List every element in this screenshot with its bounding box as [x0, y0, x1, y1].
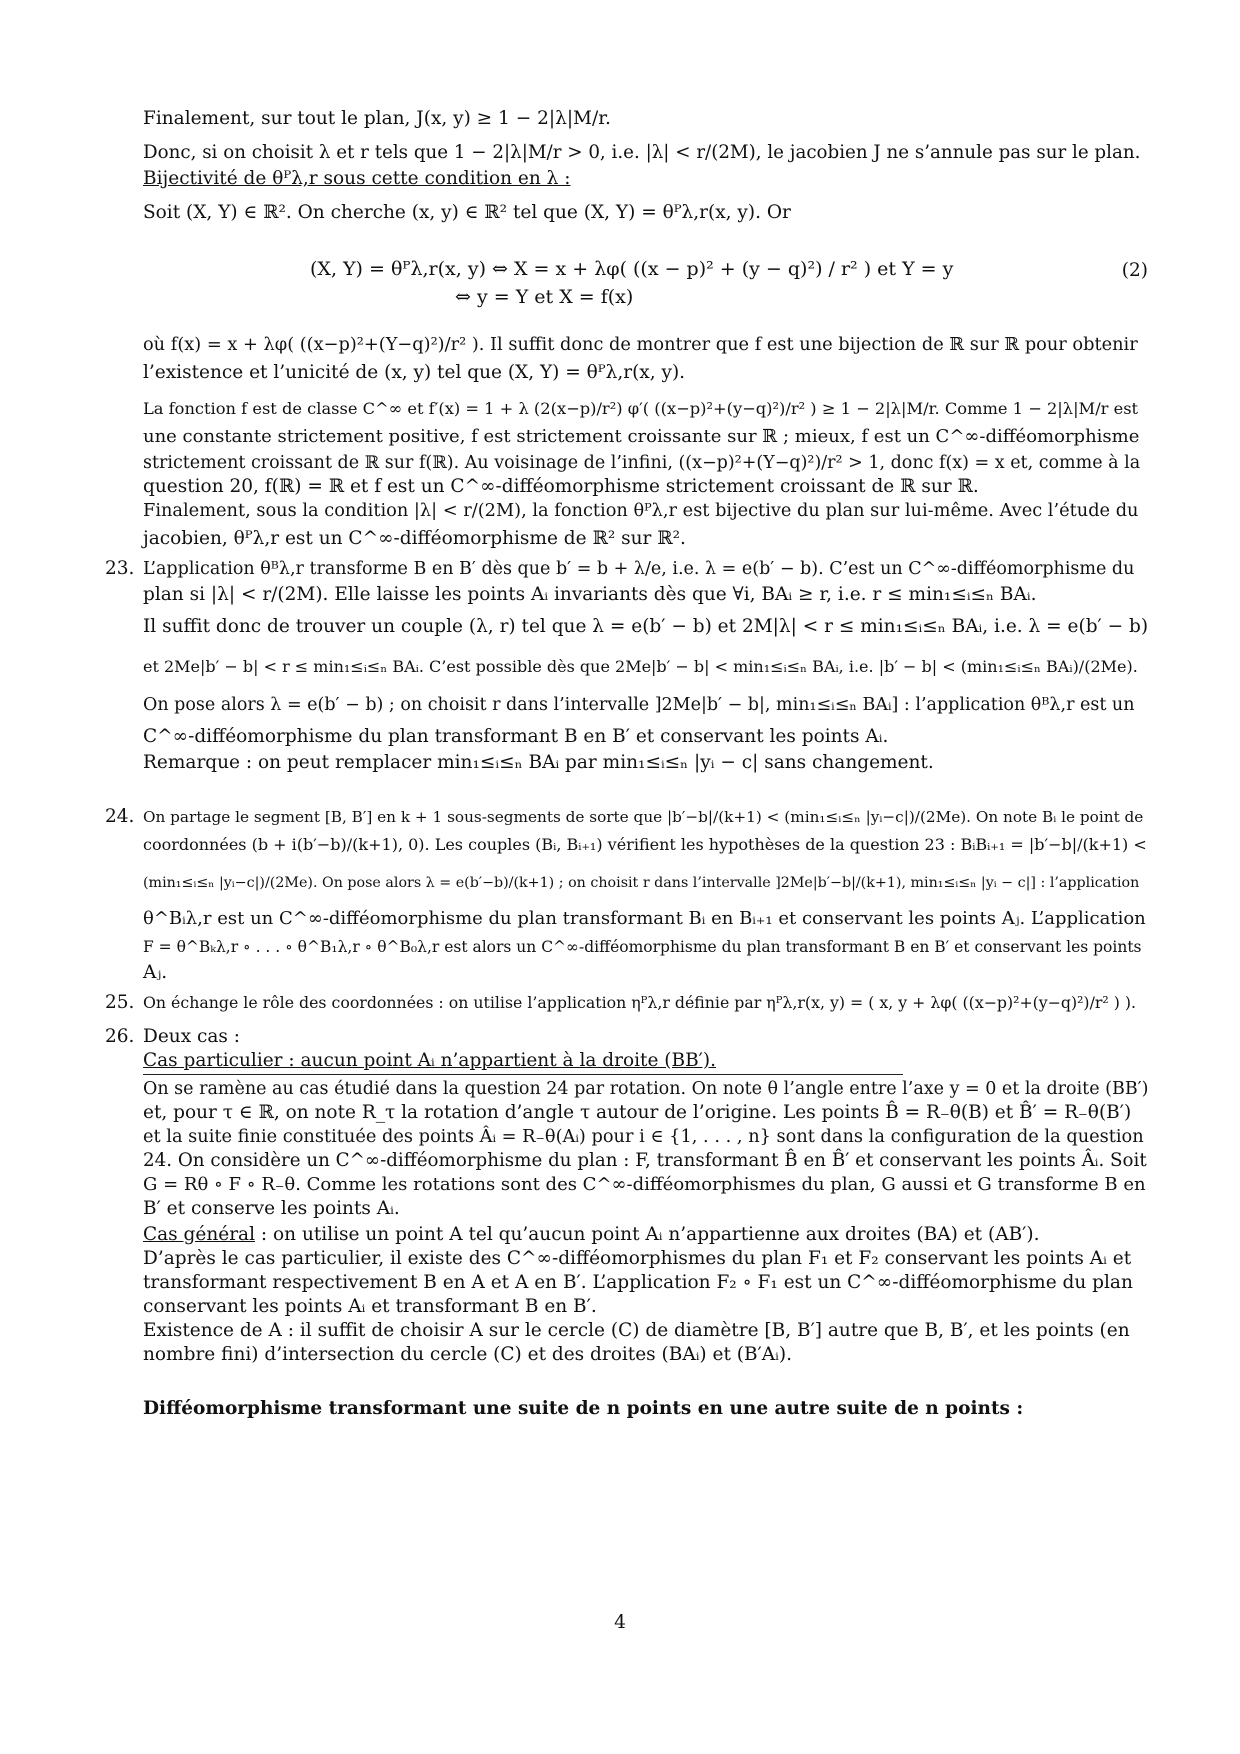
q23-line: C^∞-difféomorphisme du plan transformant B en B′ et conservant les points Aᵢ. [143, 726, 889, 747]
q23-line: Il suffit donc de trouver un couple (λ, r) tel que λ = e(b′ − b) et 2M|λ| < r ≤ min₁≤ᵢ≤ₙ BAᵢ, i.e. λ = e(b′ − b) [143, 616, 1149, 637]
divider [143, 1074, 903, 1075]
bijectivity-heading: Bijectivité de θᴾλ,r sous cette condition en λ : [143, 168, 571, 189]
intro-line-4: Soit (X, Y) ∈ ℝ². On cherche (x, y) ∈ ℝ² tel que (X, Y) = θᴾλ,r(x, y). Or [143, 202, 791, 223]
q23-line: Remarque : on peut remplacer min₁≤ᵢ≤ₙ BAᵢ par min₁≤ᵢ≤ₙ |yᵢ − c| sans changement. [143, 752, 934, 773]
page-number: 4 [614, 1612, 626, 1633]
q26-general-line: transformant respectivement B en A et A en B′. L’application F₂ ∘ F₁ est un C^∞-difféomorphisme du plan [143, 1272, 1133, 1293]
q26-line: et la suite finie constituée des points Âᵢ = R₋θ(Aᵢ) pour i ∈ {1, . . . , n} sont dans la configuration de la question [143, 1127, 1144, 1147]
intro-line-1: Finalement, sur tout le plan, J(x, y) ≥ 1 − 2|λ|M/r. [143, 108, 611, 129]
q24-line: F = θ^Bₖλ,r ∘ . . . ∘ θ^B₁λ,r ∘ θ^B₀λ,r est alors un C^∞-difféomorphisme du plan transformant B en B′ et conservant les points [143, 938, 1142, 956]
question-number-24: 24. [105, 806, 135, 827]
body-line: La fonction f est de classe C^∞ et f′(x) = 1 + λ (2(x−p)/r²) φ′( ((x−p)²+(y−q)²)/r² ) ≥ 1 − 2|λ|M/r. Comme 1 − 2|λ|M/r est [143, 399, 1139, 418]
question-number-26: 26. [105, 1026, 135, 1047]
body-line: jacobien, θᴾλ,r est un C^∞-difféomorphisme de ℝ² sur ℝ². [143, 528, 686, 549]
q26-line: On se ramène au cas étudié dans la question 24 par rotation. On note θ l’angle entre l’axe y = 0 et la droite (BB′) [143, 1079, 1149, 1099]
q24-line: On partage le segment [B, B′] en k + 1 sous-segments de sorte que |b′−b|/(k+1) < (min₁≤ᵢ≤ₙ |yᵢ−c|)/(2Me). On note Bᵢ le point de [143, 808, 1144, 826]
section-title: Difféomorphisme transformant une suite de n points en une autre suite de n points : [143, 1398, 1024, 1419]
q24-line: Aⱼ. [143, 962, 168, 983]
q26-line: B′ et conserve les points Aᵢ. [143, 1198, 400, 1219]
q26-general-line: nombre fini) d’intersection du cercle (C) et des droites (BAᵢ) et (B′Aᵢ). [143, 1344, 792, 1365]
q26-line: et, pour τ ∈ ℝ, on note R_τ la rotation d’angle τ autour de l’origine. Les points B̂ = R₋θ(B) et B̂′ = R₋θ(B′) [143, 1102, 1132, 1123]
q23-line: plan si |λ| < r/(2M). Elle laisse les points Aᵢ invariants dès que ∀i, BAᵢ ≥ r, i.e. r ≤ min₁≤ᵢ≤ₙ BAᵢ. [143, 584, 1037, 605]
equation-line-1: (X, Y) = θᴾλ,r(x, y) ⇔ X = x + λφ( ((x − p)² + (y − q)²) / r² ) et Y = y [310, 258, 954, 280]
q25-line: On échange le rôle des coordonnées : on utilise l’application ηᴾλ,r définie par ηᴾλ,r(x, y) = ( x, y + λφ( ((x−p)²+(y−q)²)/r² ) ). [143, 993, 1137, 1012]
q24-line: θ^Bᵢλ,r est un C^∞-difféomorphisme du plan transformant Bᵢ en Bᵢ₊₁ et conservant les points Aⱼ. L’application [143, 908, 1146, 929]
q23-line: et 2Me|b′ − b| < r ≤ min₁≤ᵢ≤ₙ BAᵢ. C’est possible dès que 2Me|b′ − b| < min₁≤ᵢ≤ₙ BAᵢ, i.e. |b′ − b| < (min₁≤ᵢ≤ₙ BAᵢ)/(2Me). [143, 657, 1138, 676]
body-line: strictement croissant de ℝ sur f(ℝ). Au voisinage de l’infini, ((x−p)²+(Y−q)²)/r² > 1, donc f(x) = x et, comme à la [143, 453, 1141, 473]
q26-general-line: conservant les points Aᵢ et transformant B en B′. [143, 1296, 597, 1317]
equation-number: (2) [1121, 260, 1148, 281]
q26-line: 24. On considère un C^∞-difféomorphisme du plan : F, transformant B̂ en B̂′ et conservant les points Âᵢ. Soit [143, 1150, 1147, 1171]
body-line: où f(x) = x + λφ( ((x−p)²+(Y−q)²)/r² ). Il suffit donc de montrer que f est une bijection de ℝ sur ℝ pour obtenir [143, 335, 1138, 355]
particular-case-heading: Cas particulier : aucun point Aᵢ n’appartient à la droite (BB′). [143, 1050, 716, 1071]
q24-line: coordonnées (b + i(b′−b)/(k+1), 0). Les couples (Bᵢ, Bᵢ₊₁) vérifient les hypothèses de la question 23 : BᵢBᵢ₊₁ = |b′−b|/(k+1) < [143, 835, 1147, 854]
body-line: question 20, f(ℝ) = ℝ et f est un C^∞-difféomorphisme strictement croissant de ℝ sur ℝ. [143, 476, 979, 497]
q23-line: On pose alors λ = e(b′ − b) ; on choisit r dans l’intervalle ]2Me|b′ − b|, min₁≤ᵢ≤ₙ BAᵢ] : l’application θᴮλ,r est un [143, 695, 1135, 715]
body-line: Finalement, sous la condition |λ| < r/(2M), la fonction θᴾλ,r est bijective du plan sur lui-même. Avec l’étude du [143, 501, 1139, 521]
q26-general-line: Existence de A : il suffit de choisir A sur le cercle (C) de diamètre [B, B′] autre que B, B′, et les points (en [143, 1320, 1130, 1341]
body-line: l’existence et l’unicité de (x, y) tel que (X, Y) = θᴾλ,r(x, y). [143, 362, 686, 383]
general-case-heading: Cas général [143, 1224, 256, 1245]
question-number-23: 23. [105, 558, 135, 579]
q26-line: G = Rθ ∘ F ∘ R₋θ. Comme les rotations sont des C^∞-difféomorphismes du plan, G aussi et G transforme B en [143, 1174, 1146, 1195]
equation-line-2: ⇔ y = Y et X = f(x) [455, 286, 634, 308]
q23-line: L’application θᴮλ,r transforme B en B′ dès que b′ = b + λ/e, i.e. λ = e(b′ − b). C’est un C^∞-difféomorphisme du [143, 559, 1135, 579]
intro-line-2: Donc, si on choisit λ et r tels que 1 − 2|λ|M/r > 0, i.e. |λ| < r/(2M), le jacobien J ne s’annule pas sur le plan. [143, 142, 1141, 163]
general-case-line [143, 1222, 1039, 1248]
body-line: une constante strictement positive, f est strictement croissante sur ℝ ; mieux, f est un C^∞-difféomorphisme [143, 426, 1140, 447]
q24-line: (min₁≤ᵢ≤ₙ |yᵢ−c|)/(2Me). On pose alors λ = e(b′−b)/(k+1) ; on choisit r dans l’intervalle ]2Me|b′−b|/(k+1), min₁≤ᵢ≤ₙ |yᵢ − c|] : l’application [143, 875, 1140, 891]
general-case-text: : on utilise un point A tel qu’aucun point Aᵢ n’appartienne aux droites (BA) et (AB′). [255, 1224, 1040, 1245]
q26-general-line: D’après le cas particulier, il existe des C^∞-difféomorphismes du plan F₁ et F₂ conservant les points Aᵢ et [143, 1248, 1132, 1269]
q26-title: Deux cas : [143, 1026, 241, 1047]
question-number-25: 25. [105, 992, 135, 1013]
